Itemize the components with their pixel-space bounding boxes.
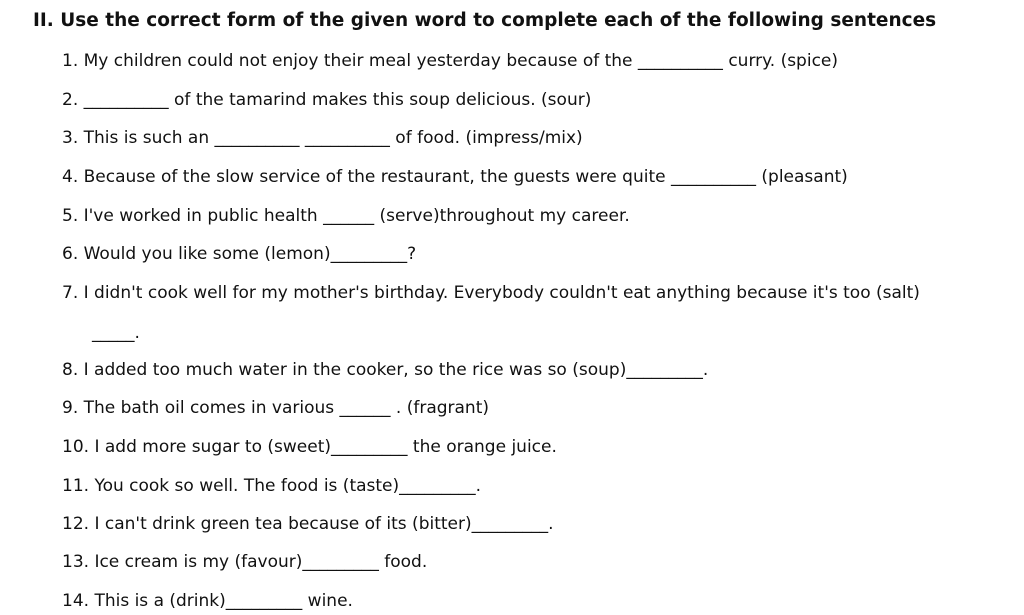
sentence-6	[62, 243, 416, 265]
sentence-text: _____.	[92, 323, 140, 343]
sentence-7-continuation	[92, 322, 140, 344]
exercise-heading: II. Use the correct form of the given word to complete each of the following sentences	[33, 10, 937, 31]
sentence-13	[62, 551, 427, 573]
sentence-4	[62, 166, 848, 188]
sentence-text: 8. I added too much water in the cooker, so the rice was so (soup)_________.	[62, 360, 709, 380]
sentence-text: 11. You cook so well. The food is (taste)_________.	[62, 476, 482, 496]
sentence-text: 5. I've worked in public health ______ (serve)throughout my career.	[62, 206, 630, 226]
sentence-9	[62, 397, 489, 419]
sentence-text: 10. I add more sugar to (sweet)_________ the orange juice.	[62, 437, 557, 457]
sentence-text: 4. Because of the slow service of the restaurant, the guests were quite __________ (pleasant)	[62, 167, 848, 187]
sentence-8	[62, 359, 708, 381]
sentence-text: 12. I can't drink green tea because of its (bitter)_________.	[62, 514, 554, 534]
sentence-text: 13. Ice cream is my (favour)_________ food.	[62, 552, 428, 572]
sentence-10	[62, 436, 557, 458]
sentence-7	[62, 282, 920, 304]
sentence-text: 14. This is a (drink)_________ wine.	[62, 591, 353, 611]
sentence-11	[62, 475, 481, 497]
sentence-text: 6. Would you like some (lemon)_________?	[62, 244, 417, 264]
sentence-1	[62, 50, 838, 72]
sentence-12	[62, 513, 554, 535]
sentence-text: 2. __________ of the tamarind makes this soup delicious. (sour)	[62, 90, 592, 110]
sentence-2	[62, 89, 591, 111]
sentence-text: 7. I didn't cook well for my mother's birthday. Everybody couldn't eat anything because it's too (salt)	[62, 283, 920, 303]
sentence-text: 9. The bath oil comes in various ______ . (fragrant)	[62, 398, 490, 418]
sentence-text: 3. This is such an __________ __________ of food. (impress/mix)	[62, 128, 583, 148]
sentence-3	[62, 127, 583, 149]
sentence-text: 1. My children could not enjoy their meal yesterday because of the __________ curry. (spice)	[62, 51, 839, 71]
sentence-14	[62, 590, 353, 612]
sentence-5	[62, 205, 630, 227]
